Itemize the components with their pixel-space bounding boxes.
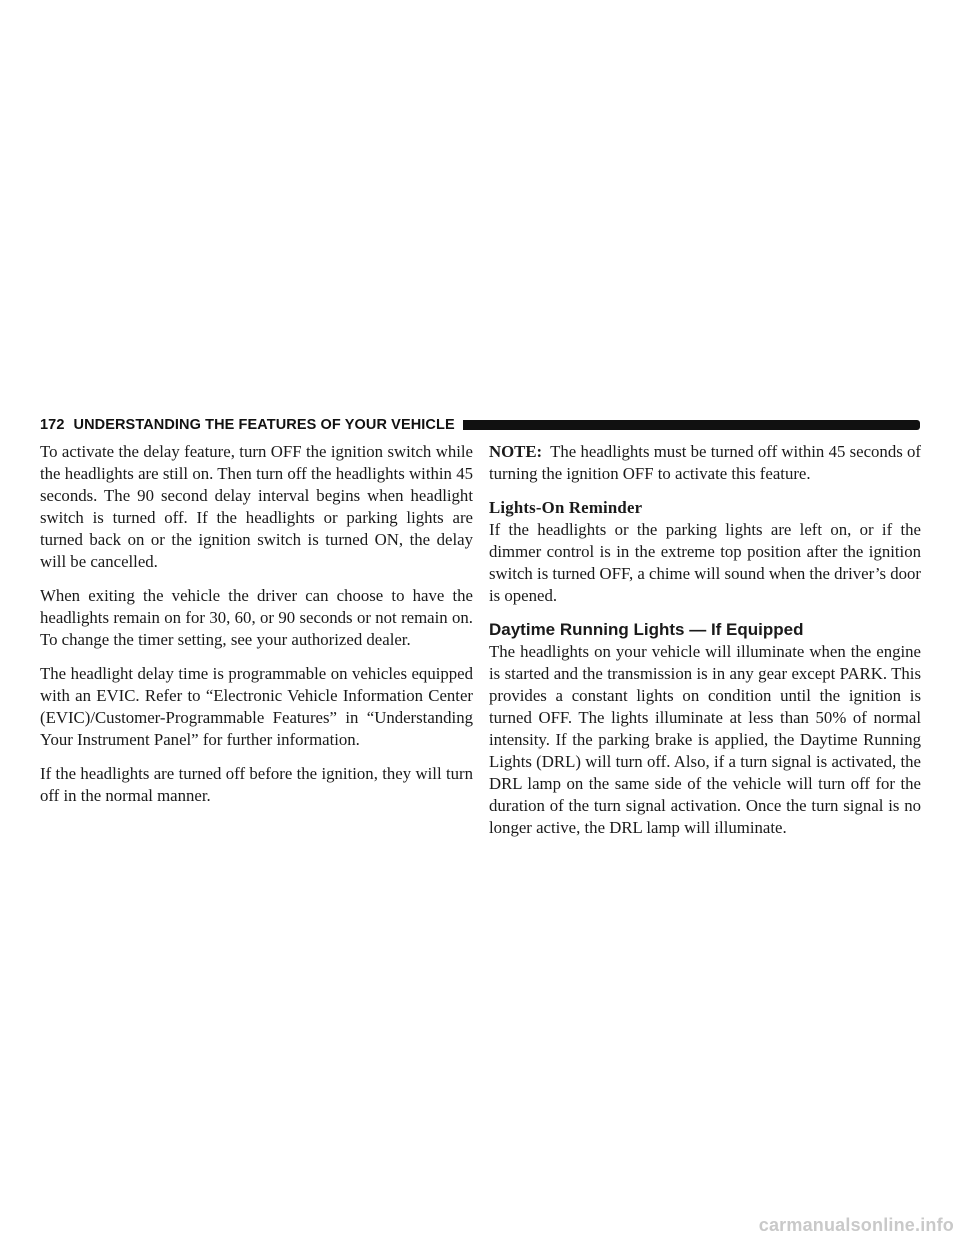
delay-activation-paragraph: To activate the delay feature, turn OFF the ignition switch while the headlights are still on. Then turn off the headlights within 45 seconds. The 90 second delay interval begins when headlight switch is turned off. If the headlights or parking lights are turned back on or the ignition switch is turned ON, the delay will be cancelled.: [40, 442, 473, 571]
timer-setting-paragraph: When exiting the vehicle the driver can choose to have the headlights remain on for 30, 60, or 90 seconds or not remain on. To change the timer setting, see your authorized dealer.: [40, 585, 473, 649]
note-text: The headlights must be turned off within 45 seconds of turning the ignition OFF to activate this feature.: [489, 442, 921, 483]
daytime-running-lights-paragraph: The headlights on your vehicle will illuminate when the engine is started and the transmission is in any gear except PARK. This provides a constant lights on condition until the ignition is turned OFF. The lights illuminate at less than 50% of normal intensity. If the parking brake is applied, the Daytime Running Lights (DRL) will turn off. Also, if a turn signal is activated, the DRL lamp on the same side of the vehicle will turn off for the duration of the turn signal activation. Once the turn signal is no longer active, the DRL lamp will illuminate.: [489, 642, 921, 837]
right-column: [489, 441, 921, 851]
lights-on-reminder-heading: Lights-On Reminder: [489, 498, 643, 518]
left-column: [40, 441, 473, 820]
lights-on-reminder-paragraph: If the headlights or the parking lights are left on, or if the dimmer control is in the extreme top position after the ignition switch is turned OFF, a chime will sound when the driver’s door is opened.: [489, 520, 921, 606]
page-number: 172: [40, 417, 65, 433]
section-title: UNDERSTANDING THE FEATURES OF YOUR VEHICLE: [73, 417, 455, 433]
header-rule: [463, 420, 920, 430]
page-header: [40, 414, 920, 436]
daytime-running-lights-heading: Daytime Running Lights — If Equipped: [489, 620, 804, 640]
note-paragraph: [489, 441, 921, 485]
normal-manner-paragraph: If the headlights are turned off before the ignition, they will turn off in the normal manner.: [40, 764, 473, 806]
note-label: NOTE:: [489, 442, 543, 461]
evic-paragraph: The headlight delay time is programmable on vehicles equipped with an EVIC. Refer to “Electronic Vehicle Information Center (EVIC)/Customer-Programmable Features” in “Understanding Your Instrument Panel” for further information.: [40, 664, 473, 749]
watermark: carmanualsonline.info: [758, 1215, 954, 1235]
